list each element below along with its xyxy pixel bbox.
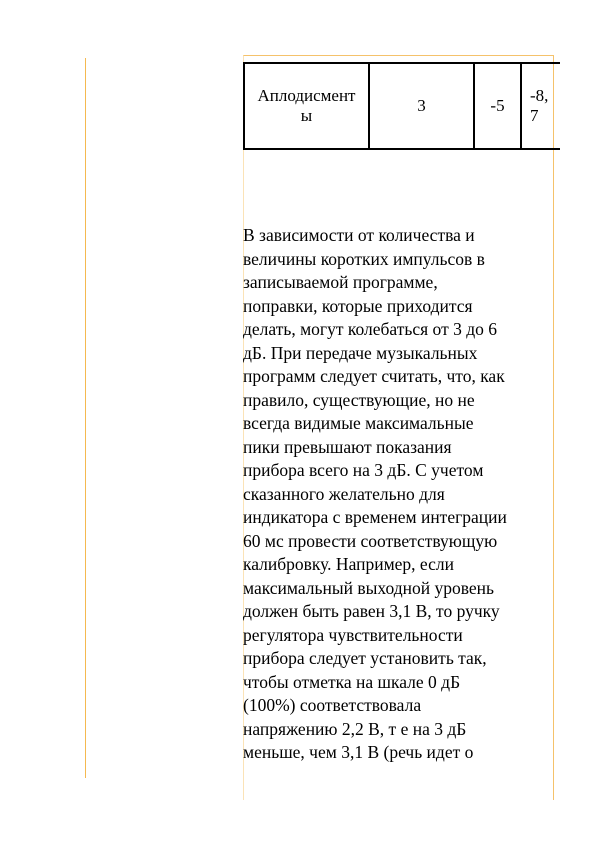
paragraph-line: напряжению 2,2 В, т е на 3 дБ bbox=[243, 718, 467, 739]
paragraph-line: величины коротких импульсов в bbox=[243, 248, 485, 269]
table-row bbox=[244, 63, 560, 149]
paragraph-line: меньше, чем 3,1 В (речь идет о bbox=[243, 742, 474, 762]
body-paragraph bbox=[243, 224, 548, 765]
paragraph-line: сказанного желательно для bbox=[243, 483, 445, 504]
paragraph-line: прибора следует установить так, bbox=[243, 648, 487, 668]
table-cell-name bbox=[244, 63, 369, 149]
paragraph-line: В зависимости от количества и bbox=[243, 225, 475, 245]
paragraph-line: (100%) соответствовала bbox=[243, 695, 422, 715]
paragraph-line: должен быть равен 3,1 В, то ручку bbox=[243, 601, 500, 621]
cell-value-a: 3 bbox=[417, 96, 426, 115]
table-cell-value-c bbox=[521, 63, 560, 149]
paragraph-line: регулятора чувствительности bbox=[243, 624, 463, 645]
paragraph-line: пики превышают показания bbox=[243, 436, 452, 457]
data-table bbox=[243, 62, 560, 150]
cell-value-c-line-1: -8, bbox=[530, 86, 549, 105]
cell-value-c bbox=[530, 86, 560, 126]
cell-value-b: -5 bbox=[490, 96, 505, 115]
table-cell-value-a bbox=[369, 63, 474, 149]
left-margin-rule bbox=[85, 58, 86, 778]
paragraph-line: правило, существующие, но не bbox=[243, 389, 475, 410]
paragraph-line: чтобы отметка на шкале 0 дБ bbox=[243, 671, 461, 692]
paragraph-line: записываемой программе, bbox=[243, 272, 438, 292]
cell-value-c-line-2: 7 bbox=[530, 106, 539, 125]
cell-name-line-2: ы bbox=[300, 106, 313, 125]
paragraph-line: программ следует считать, что, как bbox=[243, 366, 505, 386]
paragraph-line: 60 мс провести соответствующую bbox=[243, 530, 498, 551]
paragraph-line: калибровку. Например, если bbox=[243, 554, 454, 574]
paragraph-line: максимальный выходной уровень bbox=[243, 577, 495, 598]
paragraph-line: всегда видимые максимальные bbox=[243, 413, 474, 433]
paragraph-line: индикатора с временем интеграции bbox=[243, 507, 507, 527]
paragraph-line: дБ. При передаче музыкальных bbox=[243, 342, 478, 363]
cell-name-line-1: Аплодисмент bbox=[257, 86, 356, 105]
paragraph-line: делать, могут колебаться от 3 до 6 bbox=[243, 319, 497, 339]
table-cell-value-b bbox=[474, 63, 521, 149]
paragraph-line: поправки, которые приходится bbox=[243, 295, 473, 316]
paragraph-line: прибора всего на 3 дБ. С учетом bbox=[243, 460, 484, 480]
